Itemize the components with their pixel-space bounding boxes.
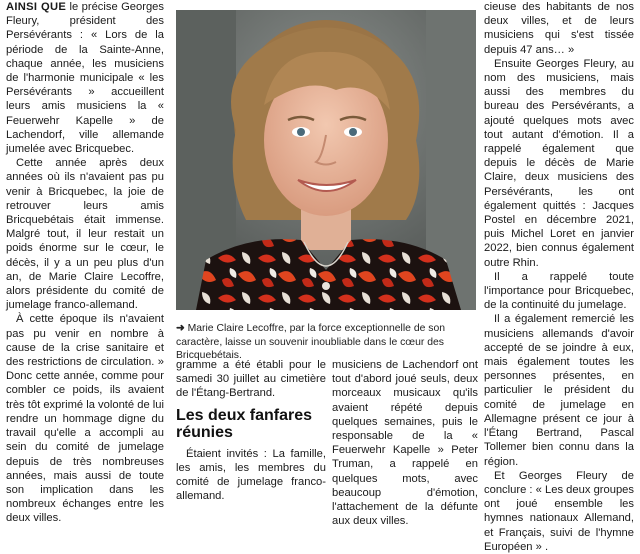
paragraph-3: À cette époque ils n'avaient pas pu venir en nombre à cause de la crise sanitaire et des restrictions de circulation. » Donc cette année, comme pour combler ce poids, ils avaient très tôt exprimé la volonté de lui rendre un hommage digne du travail qu'elle a accompli au sein du comité de jumelage depuis de très nombreuses années, mais aussi de toute son implication dans les nombreux échanges entre les deux villes. (6, 313, 164, 525)
paragraph-2: Cette année après deux années où ils n'avaient pas pu venir à Bricquebec, la joie de retrouver leurs amis Bricquebétais était immense. Malgré tout, il leur restait un poids énorme sur le cœur, le décès, il y a un peu plus d'un an, de Marie Claire Lecoffre, alors présidente du comité de jumelage franco-allemand. (6, 157, 164, 312)
section-heading: Les deux fanfares réunies (176, 406, 313, 441)
photo-caption (176, 322, 476, 363)
portrait-photo (176, 10, 476, 310)
caption-text: Marie Claire Lecoffre, par la force exceptionnelle de son caractère, laisse un souvenir inoubliable dans le cœur des Bricquebétais. (176, 323, 446, 361)
article-column-3 (484, 0, 634, 554)
paragraph-3-5: Et Georges Fleury de conclure : « Les deux groupes ont joué ensemble les hymnes nationaux Allemand, et Français, suivi de l'hymne Européen » . (484, 469, 634, 553)
paragraph-3-4: Il a également remercié les musiciens allemands d'avoir accepté de se joindre à eux, mais également toutes les personnes présentes, en particulier le président du comité de jumelage en Allemagne présent ce jour à l'Étang Bertrand, Pascal Tollemer bien connu dans la région. (484, 313, 634, 468)
article-column-2a (176, 358, 326, 503)
paragraph-musicians: musiciens de Lachendorf ont tout d'abord joué seuls, deux morceaux musicaux qu'ils avaient répété depuis quelques semaines, puis le responsable de la « Feuerwehr Kapelle » Peter Truman, a rappelé en quelques mots, avec beaucoup d'émotion, l'attachement de la défunte aux deux villes. (332, 359, 478, 528)
paragraph-1-text: le précise Georges Fleury, président des Persévérants : « Lors de la période de la Sainte-Anne, chaque année, les musiciens de l'harmonie municipale « les Persévérants » accueillent leurs amis musiciens la « Feuerwehr Kapelle » de Lachendorf, ville allemande jumelée avec Bricquebec. (6, 1, 164, 156)
paragraph-invited: Étaient invités : La famille, les amis, les membres du comité de jumelage franco-allemand. (176, 447, 326, 503)
paragraph-3-1: cieuse des habitants de nos deux villes, et de leurs musiciens qui s'est tissée depuis 47 ans… » (484, 1, 634, 56)
lead-in: AINSI QUE (6, 1, 67, 13)
portrait-illustration (176, 10, 476, 310)
paragraph-3-3: Il a rappelé toute l'importance pour Bricquebec, de la continuité du jumelage. (484, 270, 634, 312)
paragraph-3-2: Ensuite Georges Fleury, au nom des musiciens, mais aussi des membres du bureau des Persévérants, a ajouté quelques mots avec tout autant d'émotion. Il a rappelé également que depuis le décès de Marie Claire, deux musiciens des Persévérants, les ont également quittés : Jacques Postel en décembre 2021, puis Michel Loret en janvier 2022, bien connus également outre Rhin. (484, 57, 634, 269)
paragraph-1 (6, 0, 164, 156)
article-column-2b (332, 358, 478, 528)
article-column-1 (6, 0, 164, 526)
paragraph-program: gramme a été établi pour le samedi 30 juillet au cimetière de l'Étang-Bertrand. (176, 359, 326, 400)
arrow-icon: ➜ (176, 323, 185, 334)
